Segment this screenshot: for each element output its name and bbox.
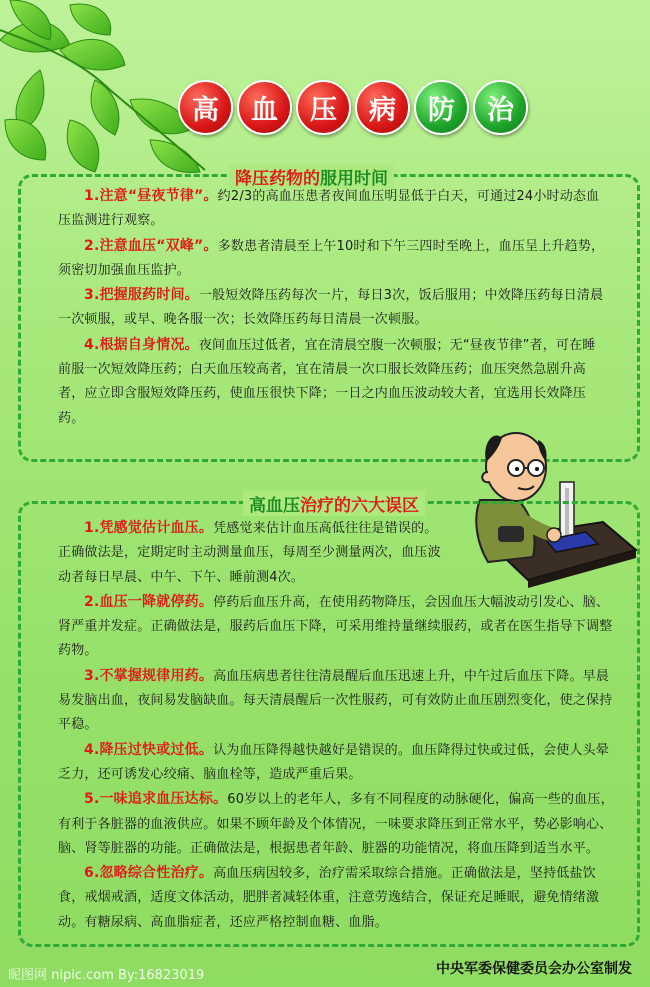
title-char-1: 血 [237,80,292,135]
title-char-3: 病 [355,80,410,135]
item-body: 60岁以上的老年人，多有不同程度的动脉硬化，偏高一些的血压，有利于各脏器的血液供应。如果不顾年龄及个体情况，一味要求降压到正常水平，势必影响心、脑、肾等脏器的功能。正确做法是，根据患者年龄、脏器的功能情况，将血压降到适当水平。 [58,792,614,856]
title-char-4: 防 [414,80,469,135]
page-title [178,80,528,132]
item-body: 凭感觉来估计血压高低往往是错误的。正确做法是，定期定时主动测量血压，每周至少测量两次，血压波动者每日早晨、中午、下午、睡前测4次。 [58,521,441,585]
watermark: 昵图网 nipic.com By:16823019 [8,968,205,983]
item-body: 约2/3的高血压患者夜间血压明显低于白天，可通过24小时动态血压监测进行观察。 [58,189,600,229]
section-title-green: 服用时间 [320,169,388,189]
issuer-footer: 中央军委保健委员会办公室制发 [436,961,632,977]
section2-text [58,516,618,935]
list-item [58,738,618,788]
title-char-2: 压 [296,80,351,135]
list-item [58,283,606,333]
section-title-red: 降压药物的 [235,169,320,189]
item-body: 认为血压降得越快越好是错误的。血压降得过快或过低，会使人头晕乏力，还可诱发心绞痛、脑血栓等，造成严重后果。 [58,742,610,782]
item-heading: 4.降压过快或过低。 [84,741,214,758]
list-item [58,861,618,935]
list-item [58,234,606,284]
item-heading: 2.血压一降就停药。 [84,593,214,610]
item-body: 夜间血压过低者，宜在清晨空腹一次顿服；无“昼夜节律”者，可在睡前服一次短效降压药；白天血压较高者，宜在清晨一次口服长效降压药；血压突然急剧升高者，应立即含服短效降压药，使血压很快下降；一日之内血压波动较大者，宜选用长效降压药。 [58,337,596,426]
title-char-0: 高 [178,80,233,135]
item-heading: 3.把握服药时间。 [84,287,199,304]
list-item [58,664,618,738]
list-item [58,333,606,431]
item-heading: 1.凭感觉估计血压。 [84,520,214,536]
section-title-suffix: 治疗的六大误区 [300,496,419,516]
section-title [243,491,425,516]
item-body: 停药后血压升高，在使用药物降压，会因血压大幅波动引发心、脑、肾严重并发症。正确做法是，服药后血压下降，可采用维持量继续服药，或者在医生指导下调整药物。 [58,594,613,659]
item-heading: 5.一味追求血压达标。 [84,791,228,808]
item-heading: 3.不掌握规律用药。 [84,667,214,684]
section1-text [58,184,606,431]
list-item [58,516,618,590]
list-item [58,787,618,861]
list-item [58,184,606,234]
item-heading: 6.忽略综合性治疗。 [84,865,214,882]
item-heading: 2.注意血压“双峰”。 [84,237,218,254]
title-char-5: 治 [473,80,528,135]
item-heading: 4.根据自身情况。 [84,336,199,353]
item-body: 高血压病患者往往清晨醒后血压迅速上升，中午过后血压下降。早晨易发脑出血，夜间易发脑缺血。每天清晨醒后一次性服药，可有效防止血压剧烈变化，使之保持平稳。 [58,668,613,733]
item-body: 多数患者清晨至上午10时和下午三四时至晚上，血压呈上升趋势，须密切加强血压监护。 [58,238,605,278]
item-body: 高血压病因较多，治疗需采取综合措施。正确做法是，坚持低盐饮食，戒烟戒酒，适度文体活动，肥胖者减轻体重，注意劳逸结合，保证充足睡眠，避免情绪激动。有糖尿病、高血脂症者，还应严格控制血糖、血脂。 [58,866,600,930]
item-heading: 1.注意“昼夜节律”。 [84,188,218,204]
list-item [58,590,618,664]
item-body: 一般短效降压药每次一片，每日3次，饭后服用；中效降压药每日清晨一次顿服，或早、晚各服一次；长效降压药每日清晨一次顿服。 [58,288,604,328]
section-title-prefix: 高血压 [249,496,300,516]
